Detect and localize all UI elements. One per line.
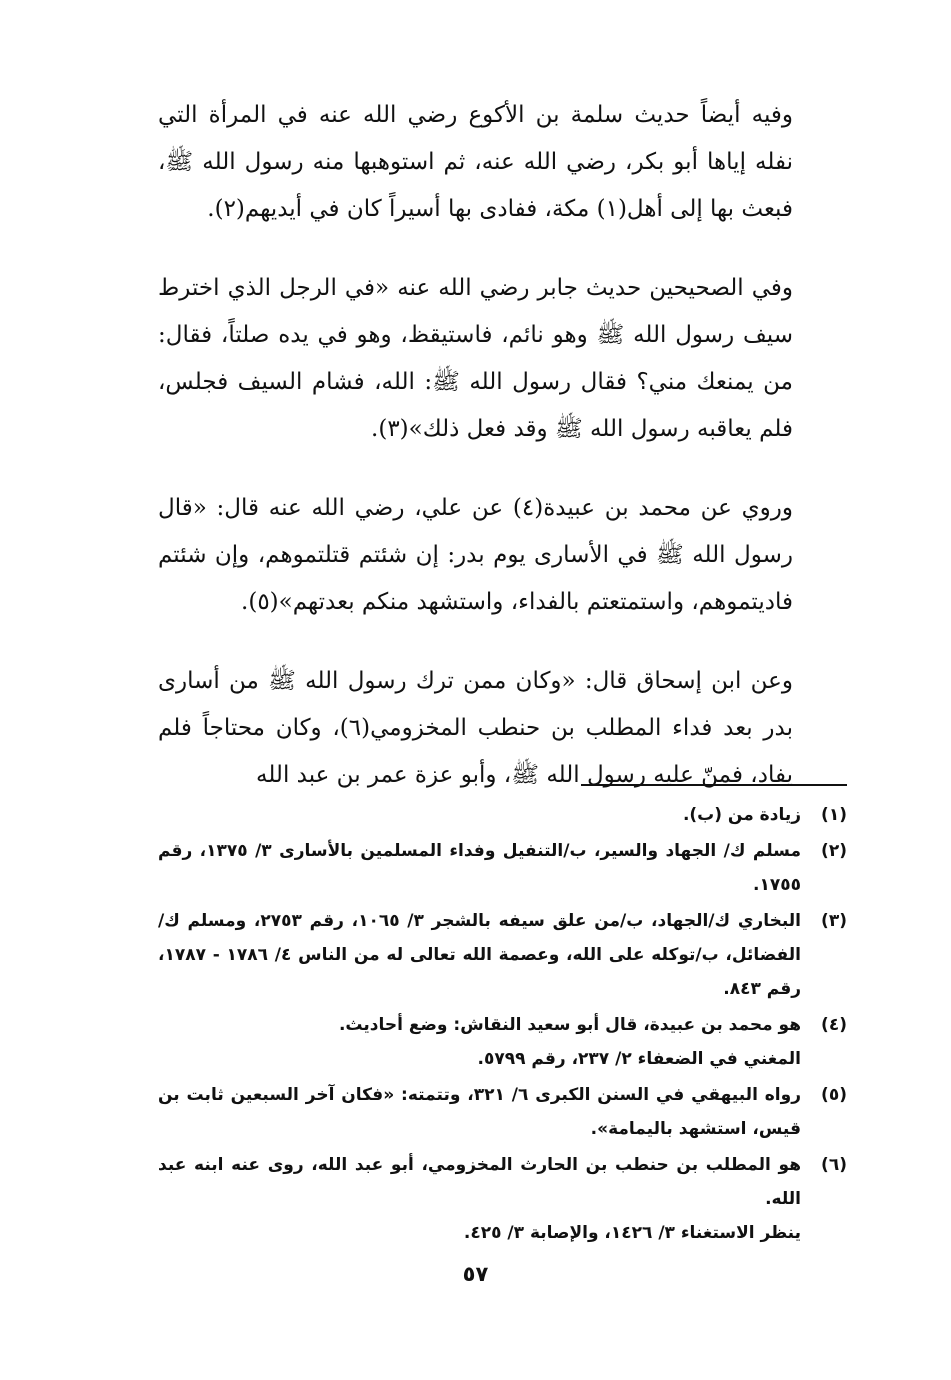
- footnote-number: (٢): [821, 841, 847, 861]
- footnote-number: (٣): [821, 911, 847, 931]
- footnote-line: زيادة من (ب).: [682, 805, 801, 825]
- footnote: [158, 904, 847, 1006]
- footnote-text: [158, 834, 801, 902]
- footnote-text: [158, 904, 801, 1006]
- footnote: [158, 1078, 847, 1146]
- footnote-line: مسلم ك/ الجهاد والسير، ب/التنفيل وفداء المسلمين بالأسارى ٣/ ١٣٧٥، رقم ١٧٥٥.: [158, 841, 801, 895]
- footnote-separator: [581, 784, 847, 786]
- footnote-line: هو محمد بن عبيدة، قال أبو سعيد النقاش: وضع أحاديث.: [338, 1015, 801, 1035]
- footnote: [158, 1148, 847, 1250]
- paragraph: وعن ابن إسحاق قال: «وكان ممن ترك رسول الله ﷺ من أسارى بدر بعد فداء المطلب بن حنطب المخزومي(٦)، وكان محتاجاً فلم يفاد، فمنّ عليه رسول الله ﷺ، وأبو عزة عمر بن عبد الله: [158, 668, 793, 788]
- footnote-number: (٦): [821, 1155, 847, 1175]
- footnote: [158, 1008, 847, 1076]
- footnote-line: المغني في الضعفاء ٢/ ٢٣٧، رقم ٥٧٩٩.: [477, 1049, 801, 1069]
- paragraph: وفيه أيضاً حديث سلمة بن الأكوع رضي الله عنه في المرأة التي نفله إياها أبو بكر، رضي الله عنه، ثم استوهبها منه رسول الله ﷺ، فبعث بها إلى أهل(١) مكة، ففادى بها أسيراً كان في أيديهم(٢).: [158, 102, 793, 222]
- footnote-number: (٥): [821, 1085, 847, 1105]
- footnote-line: ينظر الاستغناء ٣/ ١٤٢٦، والإصابة ٣/ ٤٢٥.: [463, 1223, 801, 1243]
- main-text: [158, 92, 793, 831]
- page-number: ٥٧: [462, 1262, 489, 1286]
- footnote-line: البخاري ك/الجهاد، ب/من علق سيفه بالشجر ٣/ ١٠٦٥، رقم ٢٧٥٣، ومسلم ك/الفضائل، ب/توكله على الله، وعصمة الله تعالى له من الناس ٤/ ١٧٨٦ - ١٧٨٧، رقم ٨٤٣.: [158, 911, 801, 999]
- footnote-number: (١): [821, 805, 847, 825]
- footnote-text: [158, 1008, 801, 1076]
- paragraph: وروي عن محمد بن عبيدة(٤) عن علي، رضي الله عنه قال: «قال رسول الله ﷺ في الأسارى يوم بدر: إن شئتم قتلتموهم، وإن شئتم فاديتموهم، واستمتعتم بالفداء، واستشهد منكم بعدتهم»(٥).: [158, 495, 793, 615]
- footnote-text: [158, 798, 801, 832]
- footnote-number: (٤): [821, 1015, 847, 1035]
- footnote-text: [158, 1148, 801, 1250]
- paragraph: وفي الصحيحين حديث جابر رضي الله عنه «في الرجل الذي اخترط سيف رسول الله ﷺ وهو نائم، فاستيقظ، وهو في يده صلتاً، فقال: من يمنعك مني؟ فقال رسول الله ﷺ: الله، فشام السيف فجلس، فلم يعاقبه رسول الله ﷺ وقد فعل ذلك»(٣).: [158, 275, 793, 442]
- footnote-line: هو المطلب بن حنطب بن الحارث المخزومي، أبو عبد الله، روى عنه ابنه عبد الله.: [158, 1155, 801, 1209]
- footnotes: [158, 798, 847, 1252]
- footnote-text: [158, 1078, 801, 1146]
- footnote-line: رواه البيهقي في السنن الكبرى ٦/ ٣٢١، وتتمته: «فكان آخر السبعين ثابت بن قيس، استشهد باليمامة».: [158, 1085, 801, 1139]
- footnote: [158, 834, 847, 902]
- footnote: [158, 798, 847, 832]
